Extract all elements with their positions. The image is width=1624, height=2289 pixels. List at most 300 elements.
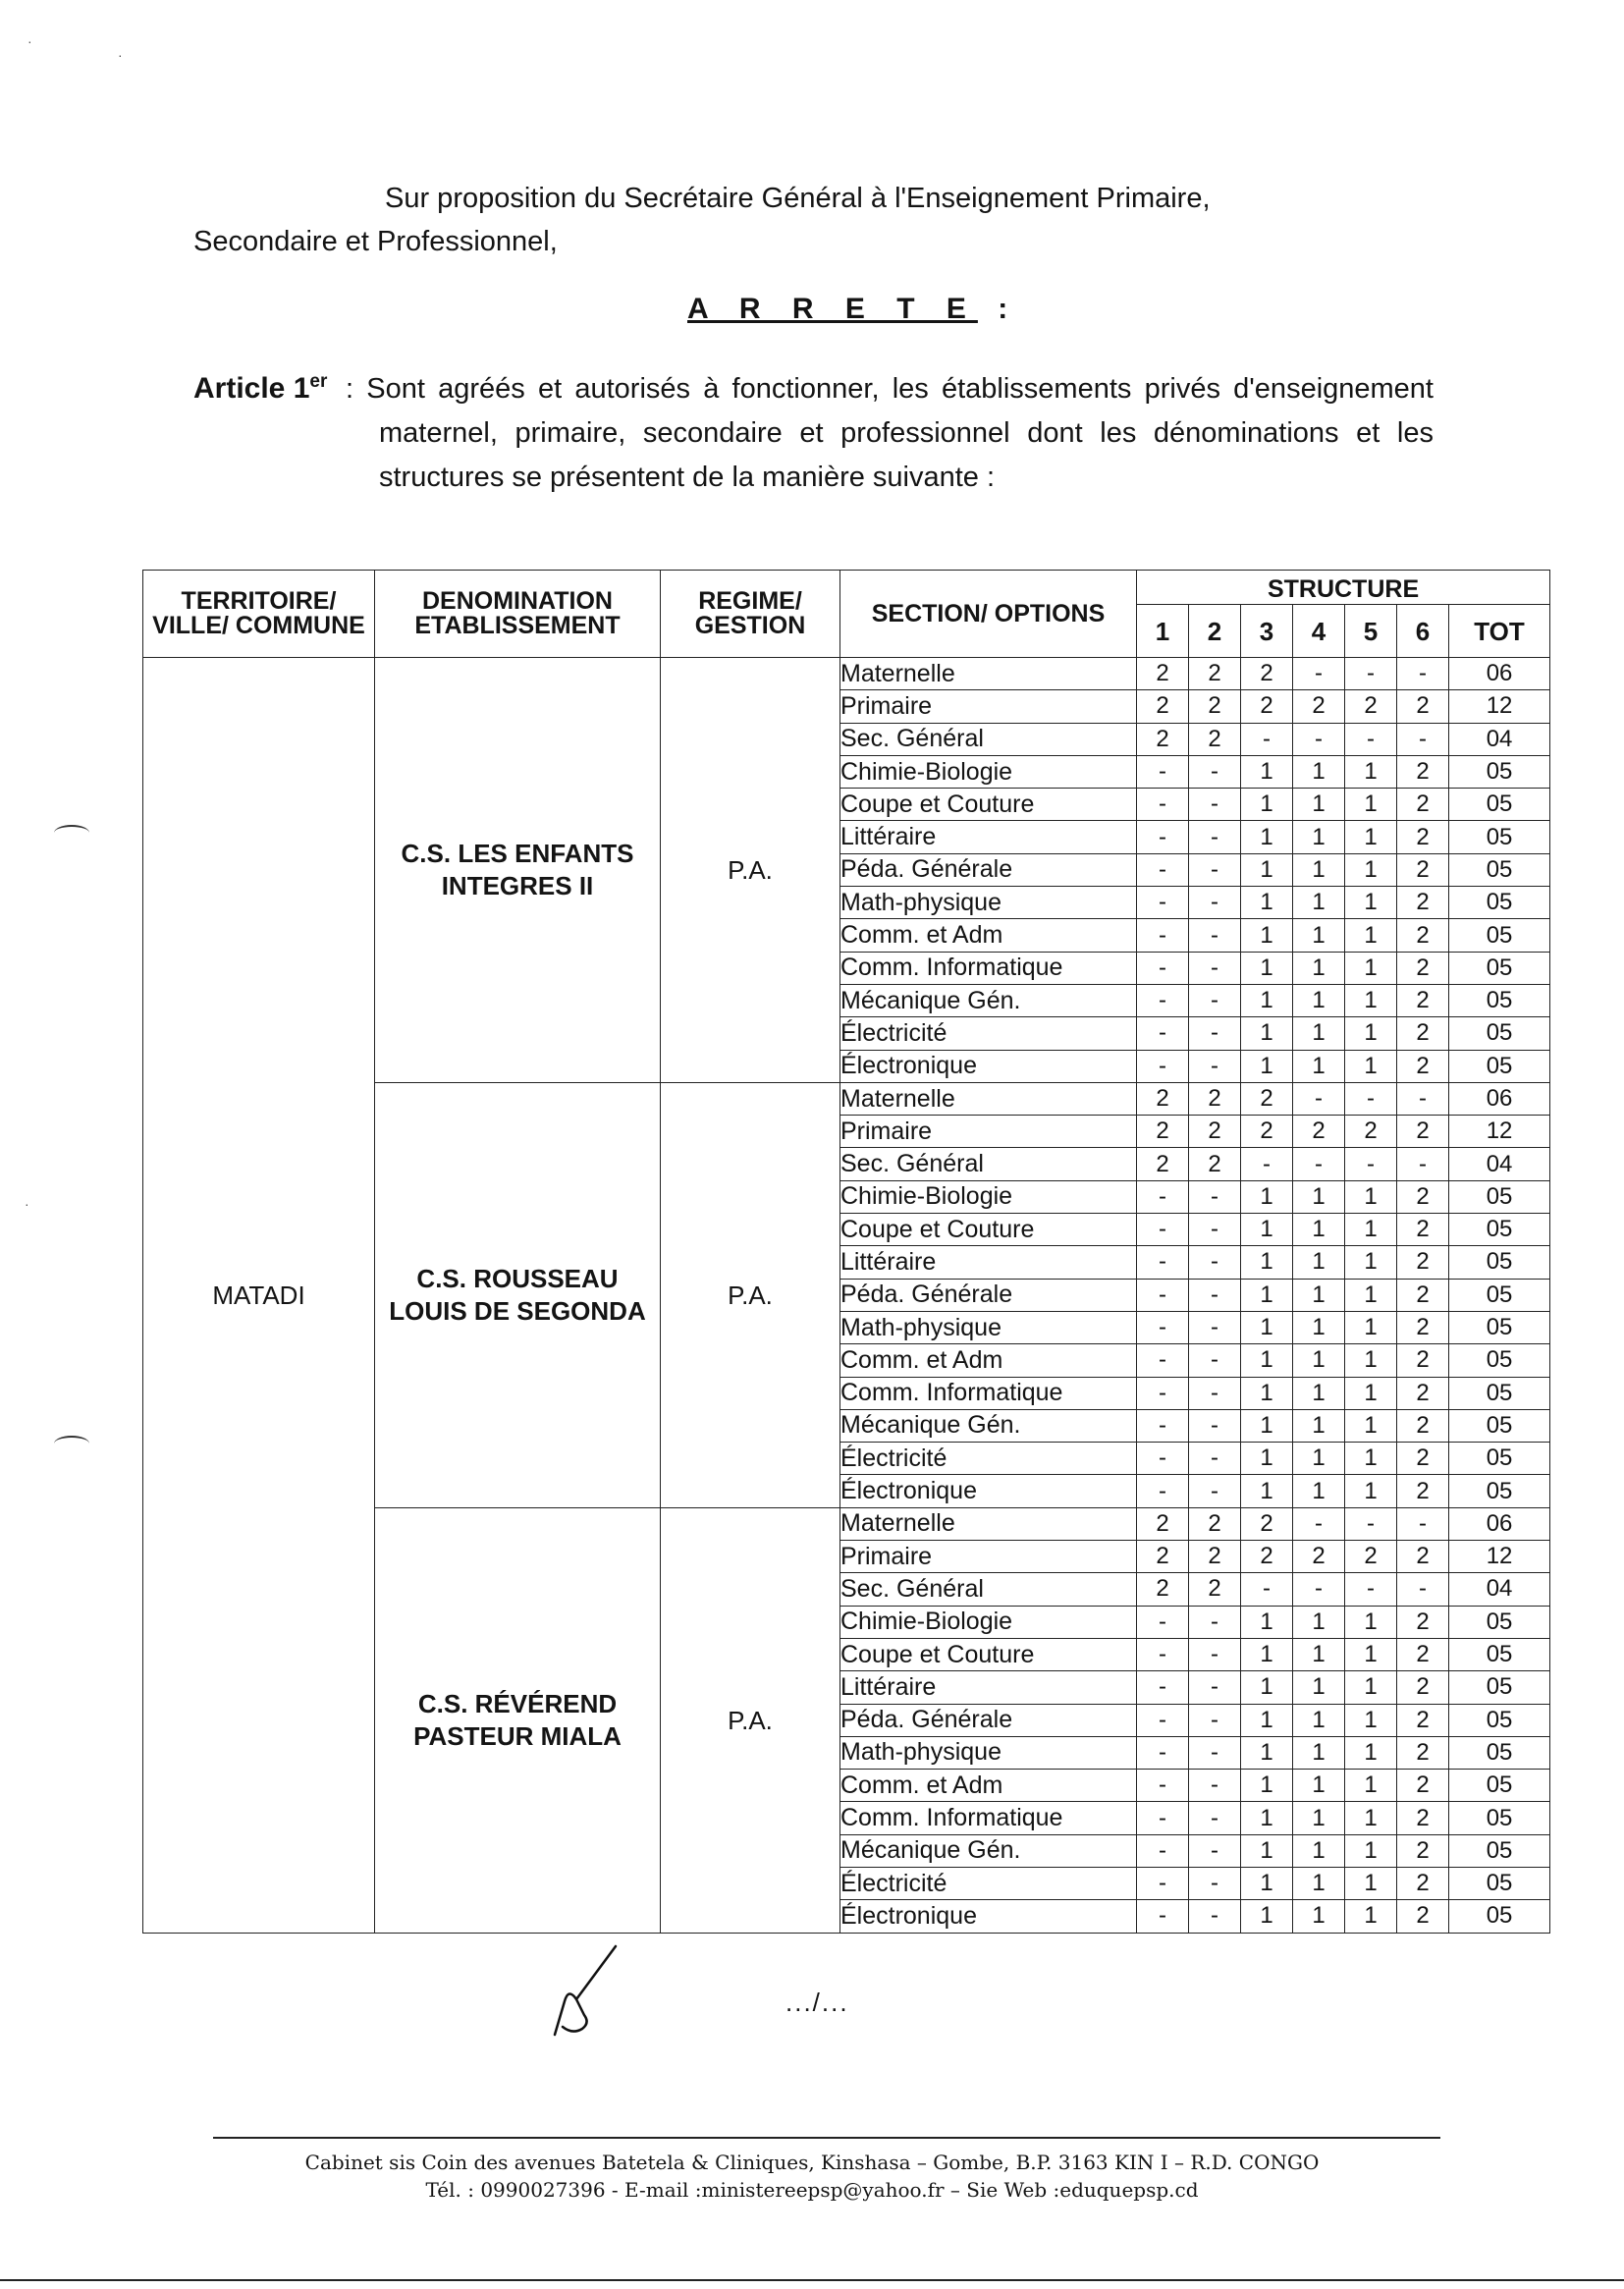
year-6-count: 2 <box>1397 1017 1449 1050</box>
total-count: 05 <box>1449 1802 1550 1834</box>
option-name: Mécanique Gén. <box>840 1409 1137 1442</box>
year-1-count: - <box>1137 1867 1189 1899</box>
year-2-count: - <box>1189 1279 1241 1311</box>
year-5-count: 1 <box>1345 1246 1397 1279</box>
year-5-count: 1 <box>1345 1770 1397 1802</box>
year-6-count: - <box>1397 658 1449 690</box>
total-count: 05 <box>1449 1050 1550 1082</box>
year-3-count: 1 <box>1241 1475 1293 1507</box>
year-4-count: 1 <box>1293 1443 1345 1475</box>
year-2-count: 2 <box>1189 1148 1241 1180</box>
option-name: Littéraire <box>840 1671 1137 1704</box>
year-6-count: 2 <box>1397 1704 1449 1736</box>
total-count: 04 <box>1449 1573 1550 1606</box>
year-5-count: 1 <box>1345 1050 1397 1082</box>
table-row <box>143 658 1550 690</box>
total-count: 05 <box>1449 919 1550 952</box>
year-5-count: 1 <box>1345 1443 1397 1475</box>
year-4-count: 1 <box>1293 887 1345 919</box>
year-5-count: 1 <box>1345 789 1397 821</box>
option-name: Comm. Informatique <box>840 1802 1137 1834</box>
year-1-count: - <box>1137 1443 1189 1475</box>
option-name: Littéraire <box>840 1246 1137 1279</box>
year-4-count: 1 <box>1293 1770 1345 1802</box>
year-2-count: - <box>1189 821 1241 853</box>
year-6-count: 2 <box>1397 1050 1449 1082</box>
option-name: Péda. Générale <box>840 1279 1137 1311</box>
year-4-count: 1 <box>1293 1475 1345 1507</box>
year-2-count: - <box>1189 1802 1241 1834</box>
year-4-count: 1 <box>1293 1834 1345 1867</box>
total-count: 05 <box>1449 853 1550 886</box>
footer-address: Cabinet sis Coin des avenues Batetela & Cliniques, Kinshasa – Gombe, B.P. 3163 KIN I – R.D. CONGO <box>304 2151 1320 2174</box>
header-section: SECTION/ OPTIONS <box>840 571 1137 658</box>
year-6-count: 2 <box>1397 1671 1449 1704</box>
total-count: 05 <box>1449 1443 1550 1475</box>
year-2-count: - <box>1189 1246 1241 1279</box>
year-1-count: - <box>1137 1900 1189 1933</box>
total-count: 05 <box>1449 1214 1550 1246</box>
year-4-count: 1 <box>1293 1180 1345 1213</box>
year-5-count: 1 <box>1345 1802 1397 1834</box>
year-1-count: - <box>1137 1214 1189 1246</box>
arrete-heading-colon: : <box>977 293 1020 325</box>
total-count: 05 <box>1449 887 1550 919</box>
year-1-count: - <box>1137 1834 1189 1867</box>
total-count: 05 <box>1449 1017 1550 1050</box>
intro-line-2: Secondaire et Professionnel, <box>193 226 558 257</box>
arrete-heading <box>687 293 1019 326</box>
year-3-count: 1 <box>1241 789 1293 821</box>
year-4-count: 1 <box>1293 984 1345 1016</box>
year-4-count: 1 <box>1293 755 1345 788</box>
year-5-count: - <box>1345 1573 1397 1606</box>
year-5-count: 1 <box>1345 1834 1397 1867</box>
year-5-count: 1 <box>1345 1736 1397 1769</box>
year-5-count: 1 <box>1345 1900 1397 1933</box>
option-name: Chimie-Biologie <box>840 755 1137 788</box>
year-3-count: 1 <box>1241 1017 1293 1050</box>
footer-contact: Tél. : 0990027396 - E-mail :ministereepsp@yahoo.fr – Sie Web :eduquepsp.cd <box>425 2178 1199 2202</box>
year-6-count: - <box>1397 1082 1449 1115</box>
year-4-count: 1 <box>1293 1017 1345 1050</box>
year-2-count: - <box>1189 1900 1241 1933</box>
year-6-count: 2 <box>1397 1638 1449 1670</box>
year-3-count: 1 <box>1241 1770 1293 1802</box>
year-1-count: - <box>1137 1671 1189 1704</box>
option-name: Primaire <box>840 1541 1137 1573</box>
header-year-3: 3 <box>1241 605 1293 658</box>
option-name: Comm. et Adm <box>840 1770 1137 1802</box>
year-5-count: 1 <box>1345 952 1397 984</box>
year-3-count: 2 <box>1241 1507 1293 1540</box>
intro-line-1: Sur proposition du Secrétaire Général à l'Enseignement Primaire, <box>385 183 1211 214</box>
total-count: 05 <box>1449 1180 1550 1213</box>
header-total: TOT <box>1449 605 1550 658</box>
year-6-count: 2 <box>1397 1541 1449 1573</box>
total-count: 05 <box>1449 1606 1550 1638</box>
year-2-count: - <box>1189 755 1241 788</box>
year-6-count: 2 <box>1397 1344 1449 1377</box>
establishment-name: C.S. RÉVÉREND PASTEUR MIALA <box>375 1507 661 1933</box>
year-1-count: - <box>1137 1311 1189 1343</box>
year-6-count: 2 <box>1397 690 1449 723</box>
year-6-count: 2 <box>1397 984 1449 1016</box>
year-1-count: 2 <box>1137 1082 1189 1115</box>
total-count: 12 <box>1449 690 1550 723</box>
option-name: Électronique <box>840 1475 1137 1507</box>
year-2-count: - <box>1189 1834 1241 1867</box>
year-1-count: 2 <box>1137 1507 1189 1540</box>
year-3-count: - <box>1241 723 1293 755</box>
year-5-count: - <box>1345 658 1397 690</box>
year-6-count: 2 <box>1397 789 1449 821</box>
year-3-count: 1 <box>1241 853 1293 886</box>
year-5-count: 1 <box>1345 1475 1397 1507</box>
year-5-count: - <box>1345 723 1397 755</box>
option-name: Comm. et Adm <box>840 1344 1137 1377</box>
year-2-count: - <box>1189 853 1241 886</box>
total-count: 05 <box>1449 1671 1550 1704</box>
year-5-count: 1 <box>1345 1344 1397 1377</box>
year-2-count: - <box>1189 887 1241 919</box>
year-6-count: 2 <box>1397 1279 1449 1311</box>
year-4-count: 1 <box>1293 1214 1345 1246</box>
year-4-count: - <box>1293 1507 1345 1540</box>
year-4-count: - <box>1293 1148 1345 1180</box>
year-4-count: - <box>1293 1573 1345 1606</box>
year-3-count: 1 <box>1241 1834 1293 1867</box>
continuation-mark: .../... <box>785 1988 849 2017</box>
year-1-count: - <box>1137 1409 1189 1442</box>
year-4-count: 1 <box>1293 1246 1345 1279</box>
year-4-count: 2 <box>1293 690 1345 723</box>
total-count: 05 <box>1449 1867 1550 1899</box>
article-label-sup: er <box>309 371 328 392</box>
year-3-count: 1 <box>1241 755 1293 788</box>
year-5-count: 1 <box>1345 984 1397 1016</box>
year-5-count: 1 <box>1345 755 1397 788</box>
option-name: Péda. Générale <box>840 1704 1137 1736</box>
year-4-count: 1 <box>1293 1279 1345 1311</box>
year-6-count: 2 <box>1397 1180 1449 1213</box>
option-name: Électronique <box>840 1050 1137 1082</box>
year-1-count: 2 <box>1137 1148 1189 1180</box>
year-4-count: 1 <box>1293 1704 1345 1736</box>
year-1-count: - <box>1137 984 1189 1016</box>
year-5-count: - <box>1345 1148 1397 1180</box>
total-count: 05 <box>1449 1311 1550 1343</box>
year-5-count: 1 <box>1345 821 1397 853</box>
article-body: Sont agréés et autorisés à fonctionner, les établissements privés d'enseignement maternel, primaire, secondaire et professionnel dont les dénominations et les structures se présentent de la manière suivante : <box>366 373 1434 493</box>
year-5-count: 2 <box>1345 1116 1397 1148</box>
option-name: Électricité <box>840 1017 1137 1050</box>
intro-paragraph <box>193 177 1433 263</box>
year-1-count: - <box>1137 919 1189 952</box>
year-1-count: - <box>1137 1802 1189 1834</box>
year-2-count: 2 <box>1189 1507 1241 1540</box>
total-count: 05 <box>1449 1638 1550 1670</box>
year-6-count: 2 <box>1397 1409 1449 1442</box>
header-structure: STRUCTURE <box>1137 571 1550 605</box>
total-count: 05 <box>1449 1409 1550 1442</box>
year-6-count: 2 <box>1397 1900 1449 1933</box>
year-6-count: - <box>1397 1507 1449 1540</box>
option-name: Coupe et Couture <box>840 789 1137 821</box>
year-1-count: - <box>1137 1377 1189 1409</box>
year-5-count: 1 <box>1345 1377 1397 1409</box>
year-5-count: 1 <box>1345 1606 1397 1638</box>
total-count: 05 <box>1449 1736 1550 1769</box>
structure-table-body <box>143 658 1550 1934</box>
year-4-count: 1 <box>1293 1377 1345 1409</box>
year-3-count: 1 <box>1241 984 1293 1016</box>
year-5-count: - <box>1345 1507 1397 1540</box>
total-count: 06 <box>1449 1507 1550 1540</box>
establishment-regime: P.A. <box>661 1082 840 1507</box>
year-4-count: 1 <box>1293 1900 1345 1933</box>
option-name: Primaire <box>840 1116 1137 1148</box>
year-5-count: 1 <box>1345 1704 1397 1736</box>
year-3-count: 1 <box>1241 1638 1293 1670</box>
header-year-5: 5 <box>1345 605 1397 658</box>
year-3-count: 1 <box>1241 887 1293 919</box>
total-count: 05 <box>1449 1246 1550 1279</box>
year-5-count: 1 <box>1345 919 1397 952</box>
year-6-count: 2 <box>1397 887 1449 919</box>
year-5-count: 1 <box>1345 1638 1397 1670</box>
year-2-count: 2 <box>1189 723 1241 755</box>
year-2-count: - <box>1189 1377 1241 1409</box>
year-1-count: 2 <box>1137 1116 1189 1148</box>
year-2-count: - <box>1189 1671 1241 1704</box>
option-name: Comm. et Adm <box>840 919 1137 952</box>
year-2-count: - <box>1189 1475 1241 1507</box>
year-2-count: 2 <box>1189 690 1241 723</box>
year-2-count: - <box>1189 1180 1241 1213</box>
option-name: Électricité <box>840 1443 1137 1475</box>
year-6-count: 2 <box>1397 755 1449 788</box>
total-count: 05 <box>1449 984 1550 1016</box>
option-name: Sec. Général <box>840 723 1137 755</box>
year-3-count: 1 <box>1241 1311 1293 1343</box>
option-name: Math-physique <box>840 1736 1137 1769</box>
year-1-count: - <box>1137 1017 1189 1050</box>
year-3-count: 2 <box>1241 1116 1293 1148</box>
establishment-regime: P.A. <box>661 1507 840 1933</box>
year-3-count: - <box>1241 1573 1293 1606</box>
year-5-count: 2 <box>1345 1541 1397 1573</box>
footer <box>0 2149 1624 2204</box>
year-3-count: 2 <box>1241 1541 1293 1573</box>
year-1-count: 2 <box>1137 690 1189 723</box>
year-2-count: - <box>1189 1214 1241 1246</box>
option-name: Chimie-Biologie <box>840 1606 1137 1638</box>
year-6-count: 2 <box>1397 1443 1449 1475</box>
year-3-count: 1 <box>1241 1246 1293 1279</box>
article-text <box>346 367 1434 500</box>
option-name: Maternelle <box>840 1082 1137 1115</box>
year-2-count: - <box>1189 1050 1241 1082</box>
year-1-count: - <box>1137 1606 1189 1638</box>
year-6-count: - <box>1397 1573 1449 1606</box>
year-2-count: - <box>1189 1344 1241 1377</box>
year-3-count: 1 <box>1241 1050 1293 1082</box>
year-3-count: 1 <box>1241 1704 1293 1736</box>
year-1-count: - <box>1137 1344 1189 1377</box>
year-6-count: - <box>1397 723 1449 755</box>
year-6-count: 2 <box>1397 853 1449 886</box>
year-3-count: 2 <box>1241 1082 1293 1115</box>
option-name: Coupe et Couture <box>840 1638 1137 1670</box>
year-1-count: - <box>1137 1736 1189 1769</box>
total-count: 04 <box>1449 723 1550 755</box>
year-2-count: - <box>1189 789 1241 821</box>
year-4-count: 1 <box>1293 1606 1345 1638</box>
year-6-count: 2 <box>1397 1377 1449 1409</box>
year-1-count: - <box>1137 1770 1189 1802</box>
total-count: 05 <box>1449 1279 1550 1311</box>
option-name: Coupe et Couture <box>840 1214 1137 1246</box>
year-2-count: 2 <box>1189 1573 1241 1606</box>
year-4-count: - <box>1293 1082 1345 1115</box>
option-name: Sec. Général <box>840 1573 1137 1606</box>
year-3-count: 1 <box>1241 1802 1293 1834</box>
year-4-count: - <box>1293 723 1345 755</box>
year-5-count: 1 <box>1345 1279 1397 1311</box>
year-3-count: 1 <box>1241 1736 1293 1769</box>
article-label-text: Article 1 <box>193 372 310 405</box>
option-name: Math-physique <box>840 1311 1137 1343</box>
year-1-count: - <box>1137 1246 1189 1279</box>
total-count: 05 <box>1449 755 1550 788</box>
header-year-4: 4 <box>1293 605 1345 658</box>
year-6-count: 2 <box>1397 1214 1449 1246</box>
option-name: Mécanique Gén. <box>840 984 1137 1016</box>
option-name: Maternelle <box>840 658 1137 690</box>
margin-mark <box>54 1436 89 1451</box>
year-5-count: 1 <box>1345 1409 1397 1442</box>
total-count: 05 <box>1449 1377 1550 1409</box>
option-name: Électricité <box>840 1867 1137 1899</box>
header-regime: REGIME/ GESTION <box>661 571 840 658</box>
year-3-count: 1 <box>1241 919 1293 952</box>
year-2-count: - <box>1189 1704 1241 1736</box>
year-4-count: 1 <box>1293 789 1345 821</box>
year-3-count: 1 <box>1241 1180 1293 1213</box>
year-6-count: 2 <box>1397 1736 1449 1769</box>
year-5-count: 1 <box>1345 1180 1397 1213</box>
year-1-count: - <box>1137 853 1189 886</box>
year-1-count: - <box>1137 755 1189 788</box>
year-4-count: 1 <box>1293 1409 1345 1442</box>
option-name: Électronique <box>840 1900 1137 1933</box>
year-1-count: 2 <box>1137 658 1189 690</box>
total-count: 05 <box>1449 1770 1550 1802</box>
year-2-count: - <box>1189 1443 1241 1475</box>
year-2-count: - <box>1189 919 1241 952</box>
year-2-count: - <box>1189 984 1241 1016</box>
margin-mark <box>54 825 89 841</box>
option-name: Comm. Informatique <box>840 1377 1137 1409</box>
year-5-count: 1 <box>1345 853 1397 886</box>
year-5-count: 1 <box>1345 1214 1397 1246</box>
year-1-count: - <box>1137 1279 1189 1311</box>
total-count: 06 <box>1449 1082 1550 1115</box>
year-3-count: 1 <box>1241 1443 1293 1475</box>
year-6-count: 2 <box>1397 952 1449 984</box>
total-count: 05 <box>1449 1900 1550 1933</box>
year-6-count: - <box>1397 1148 1449 1180</box>
year-5-count: 1 <box>1345 1311 1397 1343</box>
year-5-count: 1 <box>1345 1671 1397 1704</box>
year-5-count: - <box>1345 1082 1397 1115</box>
year-3-count: 1 <box>1241 1344 1293 1377</box>
year-1-count: 2 <box>1137 1541 1189 1573</box>
year-2-count: - <box>1189 1770 1241 1802</box>
year-2-count: - <box>1189 952 1241 984</box>
year-4-count: 1 <box>1293 1867 1345 1899</box>
year-3-count: 1 <box>1241 1606 1293 1638</box>
year-2-count: - <box>1189 1606 1241 1638</box>
footer-divider <box>213 2137 1440 2139</box>
option-name: Mécanique Gén. <box>840 1834 1137 1867</box>
header-denomination: DENOMINATION ETABLISSEMENT <box>375 571 661 658</box>
option-name: Littéraire <box>840 821 1137 853</box>
establishment-name: C.S. LES ENFANTS INTEGRES II <box>375 658 661 1083</box>
article-label <box>193 371 327 406</box>
option-name: Math-physique <box>840 887 1137 919</box>
year-6-count: 2 <box>1397 1802 1449 1834</box>
year-4-count: 1 <box>1293 1050 1345 1082</box>
year-2-count: - <box>1189 1638 1241 1670</box>
year-2-count: - <box>1189 1311 1241 1343</box>
year-3-count: 1 <box>1241 952 1293 984</box>
total-count: 05 <box>1449 952 1550 984</box>
page-bottom-edge <box>0 2279 1624 2281</box>
year-3-count: 2 <box>1241 690 1293 723</box>
year-1-count: - <box>1137 821 1189 853</box>
total-count: 12 <box>1449 1541 1550 1573</box>
scan-mark: · <box>25 1196 29 1212</box>
year-3-count: 1 <box>1241 1214 1293 1246</box>
year-4-count: - <box>1293 658 1345 690</box>
establishment-name: C.S. ROUSSEAU LOUIS DE SEGONDA <box>375 1082 661 1507</box>
year-4-count: 1 <box>1293 919 1345 952</box>
year-6-count: 2 <box>1397 821 1449 853</box>
total-count: 05 <box>1449 1834 1550 1867</box>
year-6-count: 2 <box>1397 1246 1449 1279</box>
year-3-count: 1 <box>1241 1377 1293 1409</box>
year-4-count: 2 <box>1293 1541 1345 1573</box>
option-name: Péda. Générale <box>840 853 1137 886</box>
total-count: 06 <box>1449 658 1550 690</box>
year-5-count: 1 <box>1345 1867 1397 1899</box>
total-count: 05 <box>1449 821 1550 853</box>
year-1-count: - <box>1137 1050 1189 1082</box>
year-4-count: 1 <box>1293 952 1345 984</box>
year-3-count: 1 <box>1241 1279 1293 1311</box>
year-1-count: - <box>1137 789 1189 821</box>
option-name: Comm. Informatique <box>840 952 1137 984</box>
total-count: 05 <box>1449 1475 1550 1507</box>
year-6-count: 2 <box>1397 1116 1449 1148</box>
territoire-cell: MATADI <box>143 658 375 1934</box>
year-4-count: 1 <box>1293 1671 1345 1704</box>
year-6-count: 2 <box>1397 1770 1449 1802</box>
year-4-count: 1 <box>1293 1802 1345 1834</box>
year-3-count: 1 <box>1241 1900 1293 1933</box>
